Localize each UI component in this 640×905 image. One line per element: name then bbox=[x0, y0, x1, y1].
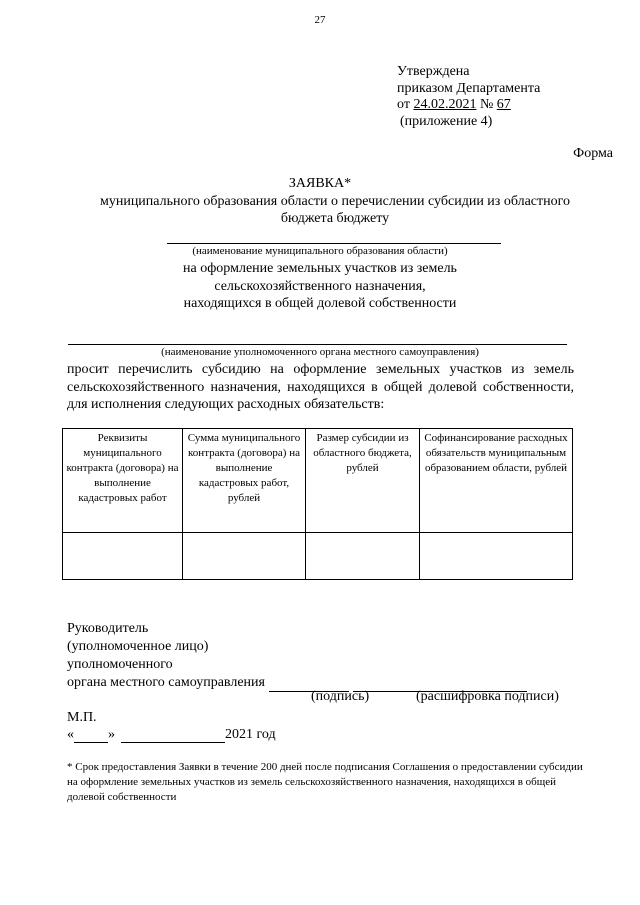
signature-block bbox=[67, 620, 527, 692]
table-cell[interactable] bbox=[183, 533, 306, 580]
page-number: 27 bbox=[314, 14, 326, 26]
purpose-line: находящихся в общей долевой собственности bbox=[183, 296, 457, 311]
request-line: просит перечислить субсидию на оформление земельных участков из земель bbox=[67, 362, 574, 377]
signature-line-3: уполномоченного bbox=[67, 657, 173, 672]
request-line: сельскохозяйственного назначения, находящихся в общей долевой собственности, bbox=[67, 379, 574, 395]
date-close-quote: » bbox=[108, 727, 115, 742]
authority-name-line bbox=[68, 344, 567, 345]
signature-decoding-caption: (расшифровка подписи) bbox=[416, 689, 559, 704]
purpose-line: на оформление земельных участков из земель bbox=[183, 261, 457, 276]
table-header-row bbox=[63, 429, 573, 533]
date-year: 2021 год bbox=[225, 727, 276, 742]
approval-line-3 bbox=[397, 97, 540, 114]
municipality-name-line bbox=[167, 243, 501, 244]
header-contract-details: Реквизиты муниципального контракта (договора) на выполнение кадастровых работ bbox=[63, 429, 183, 533]
table-row bbox=[63, 533, 573, 580]
date-month-field[interactable] bbox=[121, 729, 225, 743]
approval-number-prefix: № bbox=[479, 97, 494, 112]
municipality-name-caption: (наименование муниципального образования области) bbox=[192, 245, 448, 257]
approval-line-2: приказом Департамента bbox=[397, 80, 541, 96]
purpose-line: сельскохозяйственного назначения, bbox=[214, 278, 426, 294]
approval-number: 67 bbox=[496, 97, 511, 112]
approval-line-1: Утверждена bbox=[397, 64, 470, 79]
table-cell[interactable] bbox=[306, 533, 420, 580]
authority-name-caption: (наименование уполномоченного органа местного самоуправления) bbox=[161, 346, 479, 358]
stamp-place: М.П. bbox=[67, 710, 97, 725]
document-title: ЗАЯВКА* bbox=[288, 176, 352, 191]
header-subsidy-amount: Размер субсидии из областного бюджета, рублей bbox=[306, 429, 420, 533]
approval-date: 24.02.2021 bbox=[413, 97, 477, 112]
obligations-table bbox=[62, 428, 573, 580]
approval-block bbox=[397, 64, 540, 130]
signature-line-1: Руководитель bbox=[67, 621, 149, 636]
date-line bbox=[67, 727, 276, 743]
form-label: Форма bbox=[573, 146, 613, 161]
signature-authority-label: органа местного самоуправления bbox=[67, 675, 265, 690]
footnote: * Срок предоставления Заявки в течение 200 дней после подписания Соглашения о предоставлении субсидии на оформление земельных участков из земель сельскохозяйственного назначения, находящихся в общей долевой собственности bbox=[67, 761, 583, 803]
header-contract-amount: Сумма муниципального контракта (договора) на выполнение кадастровых работ, рублей bbox=[183, 429, 306, 533]
request-paragraph bbox=[67, 361, 574, 414]
date-open-quote: « bbox=[67, 727, 74, 742]
date-day-field[interactable] bbox=[74, 729, 108, 743]
approval-date-prefix: от bbox=[397, 97, 410, 112]
approval-line-4: (приложение 4) bbox=[400, 113, 493, 129]
table-cell[interactable] bbox=[420, 533, 573, 580]
request-line: для исполнения следующих расходных обязательств: bbox=[67, 397, 385, 412]
purpose-text bbox=[0, 260, 640, 313]
document-subtitle: муниципального образования области о перечислении субсидии из областного бюджета бюджету bbox=[99, 194, 571, 226]
table-cell[interactable] bbox=[63, 533, 183, 580]
header-cofinancing: Софинансирование расходных обязательств муниципальным образованием области, рублей bbox=[420, 429, 573, 533]
signature-line-2: (уполномоченное лицо) bbox=[67, 639, 209, 654]
signature-caption: (подпись) bbox=[311, 689, 370, 704]
